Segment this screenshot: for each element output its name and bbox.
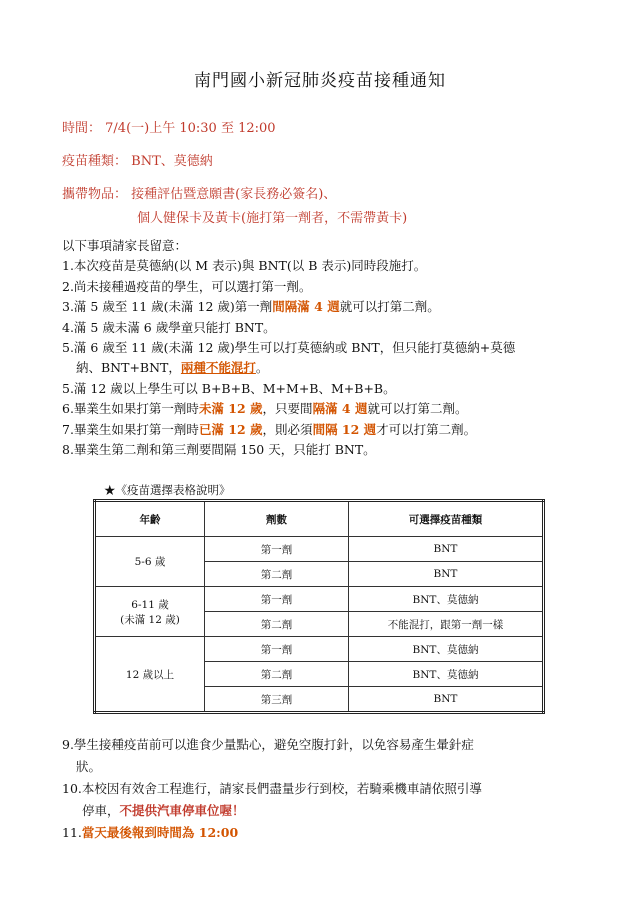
header-dose: 劑數 <box>205 501 349 537</box>
note-7-highlight-1: 已滿 12 歲 <box>198 421 263 437</box>
vaccine-value: BNT、莫德納 <box>131 154 213 169</box>
note-10-cont-text: 停車， <box>82 803 120 818</box>
note-9: 9.學生接種疫苗前可以進食少量點心，避免空腹打針，以免容易產生暈針症 <box>62 737 474 752</box>
vaccine-cell: BNT <box>349 562 544 587</box>
time-line <box>62 117 276 136</box>
age-label: 5-6 歲 <box>134 556 166 568</box>
table-header-row <box>95 501 544 537</box>
note-7-highlight-2: 間隔 12 週 <box>312 421 377 437</box>
bring-label: 攜帶物品： <box>62 187 128 202</box>
note-3 <box>62 297 515 317</box>
age-label: 6-11 歲 <box>131 598 169 611</box>
age-label: 12 歲以上 <box>125 668 175 681</box>
note-5: 5.滿 6 歲至 11 歲(未滿 12 歲)學生可以打莫德納或 BNT，但只能打莫德納+莫德 <box>62 340 516 356</box>
note-3-highlight: 間隔滿 4 週 <box>272 299 340 315</box>
note-10-highlight: 不提供汽車停車位喔！ <box>119 803 245 818</box>
note-5-end: 。 <box>255 360 269 376</box>
note-11 <box>62 822 482 844</box>
vaccine-cell: BNT、莫德納 <box>349 637 544 662</box>
bottom-notes <box>62 734 482 844</box>
note-11-highlight: 當天最後報到時間為 12:00 <box>81 825 239 840</box>
note-7-text-end: 才可以打第二劑。 <box>376 421 477 437</box>
notes-intro: 以下事項請家長留意： <box>62 238 188 253</box>
notes-section <box>62 236 515 460</box>
age-cell <box>95 537 205 587</box>
table-row <box>95 587 544 612</box>
dose-cell: 第一劑 <box>205 637 349 662</box>
table-caption: ★《疫苗選擇表格說明》 <box>104 483 231 497</box>
bring-item-2: 個人健保卡及黃卡(施打第一劑者，不需帶黃卡) <box>137 211 408 226</box>
bring-item-1: 接種評估暨意願書(家長務必簽名)、 <box>131 187 337 202</box>
table-row <box>95 537 544 562</box>
bring-line-1 <box>62 183 336 202</box>
note-6-text-end: 就可以打第二劑。 <box>367 401 468 417</box>
vaccine-cell: BNT、莫德納 <box>349 587 544 612</box>
note-11-num: 11. <box>62 825 82 840</box>
note-5-highlight: 兩種不能混打 <box>180 360 256 376</box>
note-1: 1.本次疫苗是莫德納(以 M 表示)與 BNT(以 B 表示)同時段施打。 <box>62 258 427 274</box>
age-cell <box>95 587 205 637</box>
header-vaccine: 可選擇疫苗種類 <box>349 501 544 537</box>
note-8: 8.畢業生第二劑和第三劑要間隔 150 天，只能打 BNT。 <box>62 442 376 458</box>
dose-cell: 第三劑 <box>205 687 349 713</box>
note-10: 10.本校因有效舍工程進行，請家長們盡量步行到校，若騎乘機車請依照引導 <box>62 781 482 796</box>
note-6-text: 6.畢業生如果打第一劑時 <box>62 401 199 417</box>
note-9-cont: 狀。 <box>76 759 102 774</box>
vaccine-cell: BNT <box>349 687 544 713</box>
dose-cell: 第二劑 <box>205 562 349 587</box>
page-title: 南門國小新冠肺炎疫苗接種通知 <box>194 71 446 91</box>
header-age: 年齡 <box>95 501 205 537</box>
vaccine-cell: BNT <box>349 537 544 562</box>
dose-cell: 第二劑 <box>205 612 349 637</box>
vaccine-label: 疫苗種類： <box>62 154 128 169</box>
table-row <box>95 637 544 662</box>
age-cell <box>95 637 205 713</box>
time-value: 7/4(一)上午 10:30 至 12:00 <box>105 121 276 136</box>
note-7-text: 7.畢業生如果打第一劑時 <box>62 421 199 437</box>
vaccine-cell: BNT、莫德納 <box>349 662 544 687</box>
note-6-highlight-1: 未滿 12 歲 <box>198 401 263 417</box>
vaccine-line <box>62 150 213 169</box>
note-6-highlight-2: 隔滿 4 週 <box>312 401 368 417</box>
note-10-cont <box>62 800 482 822</box>
note-7-text-mid: ，則必須 <box>262 421 313 437</box>
note-3-text: 3.滿 5 歲至 11 歲(未滿 12 歲)第一劑 <box>62 299 273 315</box>
dose-cell: 第二劑 <box>205 662 349 687</box>
note-6 <box>62 399 515 419</box>
note-4: 4.滿 5 歲未滿 6 歲學童只能打 BNT。 <box>62 319 276 335</box>
vaccine-table <box>93 499 545 714</box>
dose-cell: 第一劑 <box>205 537 349 562</box>
note-5b: 5.滿 12 歲以上學生可以 B+B+B、M+M+B、M+B+B。 <box>62 380 396 396</box>
note-3-text-end: 就可以打第二劑。 <box>339 299 440 315</box>
age-sublabel: (未滿 12 歲) <box>120 613 180 626</box>
dose-cell: 第一劑 <box>205 587 349 612</box>
note-5-cont-text: 納、BNT+BNT， <box>76 360 181 376</box>
note-2: 2.尚未接種過疫苗的學生，可以選打第一劑。 <box>62 278 312 294</box>
note-6-text-mid: ，只要間 <box>262 401 313 417</box>
vaccine-cell: 不能混打，跟第一劑一樣 <box>349 612 544 637</box>
note-7 <box>62 420 515 440</box>
note-5-cont <box>62 358 515 378</box>
time-label: 時間： <box>62 121 102 136</box>
